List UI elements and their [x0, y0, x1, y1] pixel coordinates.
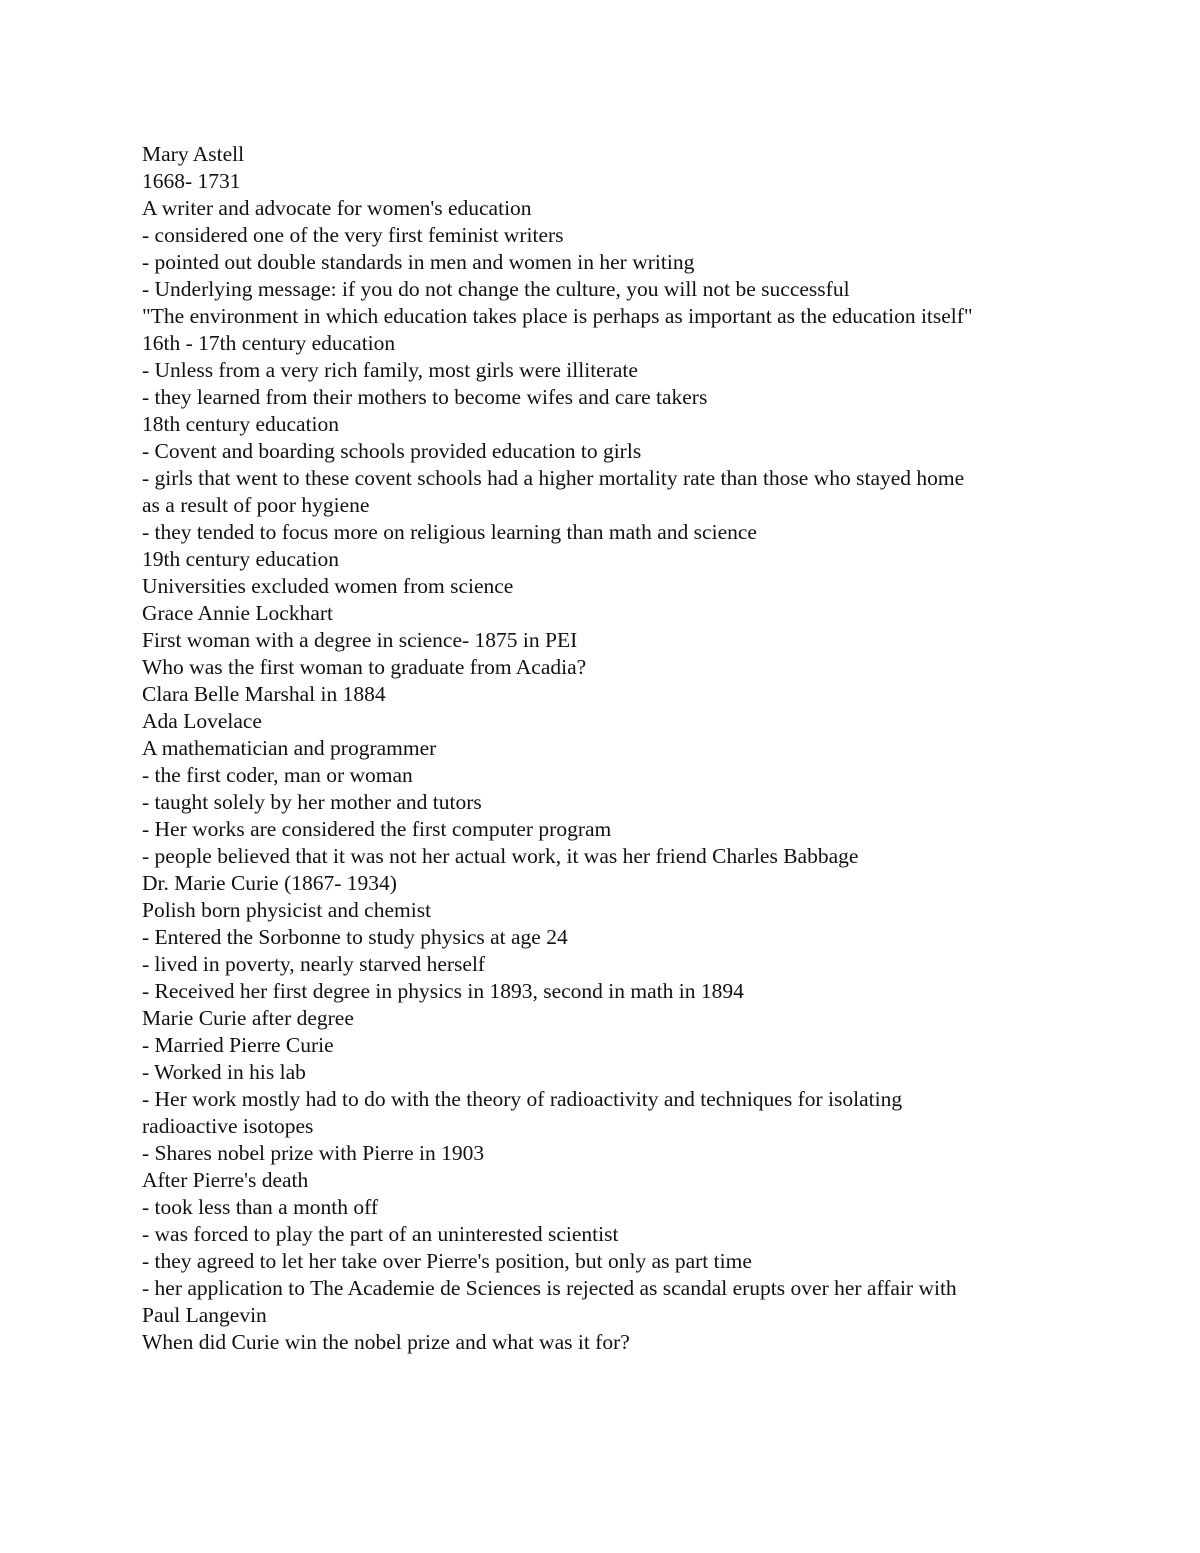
text-line: - taught solely by her mother and tutors [142, 790, 482, 814]
text-line: - Unless from a very rich family, most girls were illiterate [142, 358, 638, 382]
text-line: Dr. Marie Curie (1867- 1934) [142, 871, 397, 895]
text-line: - Entered the Sorbonne to study physics at age 24 [142, 925, 568, 949]
text-line: - was forced to play the part of an uninterested scientist [142, 1222, 619, 1246]
text-line: Paul Langevin [142, 1303, 267, 1327]
text-line: A writer and advocate for women's education [142, 196, 532, 220]
text-line: 16th - 17th century education [142, 331, 396, 355]
text-line: - took less than a month off [142, 1195, 379, 1219]
text-line: - Worked in his lab [142, 1060, 306, 1084]
text-line: as a result of poor hygiene [142, 493, 370, 517]
text-line: Universities excluded women from science [142, 574, 514, 598]
text-line: - considered one of the very first feminist writers [142, 223, 564, 247]
text-line: - Covent and boarding schools provided education to girls [142, 439, 642, 463]
text-line: Grace Annie Lockhart [142, 601, 334, 625]
text-line: After Pierre's death [142, 1168, 309, 1192]
text-line: - Received her first degree in physics in 1893, second in math in 1894 [142, 979, 744, 1003]
text-line: - Shares nobel prize with Pierre in 1903 [142, 1141, 485, 1165]
text-line: "The environment in which education takes place is perhaps as important as the education itself" [142, 304, 973, 328]
text-line: - lived in poverty, nearly starved herself [142, 952, 486, 976]
text-line: Who was the first woman to graduate from Acadia? [142, 655, 587, 679]
text-line: - girls that went to these covent schools had a higher mortality rate than those who stayed home [142, 466, 965, 490]
text-line: - Her work mostly had to do with the theory of radioactivity and techniques for isolating [142, 1087, 903, 1111]
text-line: - Her works are considered the first computer program [142, 817, 612, 841]
text-line: Clara Belle Marshal in 1884 [142, 682, 386, 706]
text-line: - her application to The Academie de Sciences is rejected as scandal erupts over her affair with [142, 1276, 957, 1300]
text-line: - they learned from their mothers to become wifes and care takers [142, 385, 708, 409]
text-line: radioactive isotopes [142, 1114, 314, 1138]
text-line: 19th century education [142, 547, 340, 571]
text-line: A mathematician and programmer [142, 736, 437, 760]
text-line: Polish born physicist and chemist [142, 898, 432, 922]
text-line: - Underlying message: if you do not change the culture, you will not be successful [142, 277, 850, 301]
text-line: - they agreed to let her take over Pierre's position, but only as part time [142, 1249, 752, 1273]
text-line: When did Curie win the nobel prize and what was it for? [142, 1330, 630, 1354]
text-line: - the first coder, man or woman [142, 763, 413, 787]
text-line: Ada Lovelace [142, 709, 262, 733]
text-line: Marie Curie after degree [142, 1006, 354, 1030]
document-text [142, 141, 1062, 1356]
text-line: 1668- 1731 [142, 169, 241, 193]
text-line: 18th century education [142, 412, 340, 436]
text-line: - people believed that it was not her actual work, it was her friend Charles Babbage [142, 844, 859, 868]
text-line: First woman with a degree in science- 1875 in PEI [142, 628, 578, 652]
text-line: Mary Astell [142, 142, 245, 166]
text-line: - pointed out double standards in men and women in her writing [142, 250, 695, 274]
text-line: - they tended to focus more on religious learning than math and science [142, 520, 757, 544]
text-line: - Married Pierre Curie [142, 1033, 334, 1057]
